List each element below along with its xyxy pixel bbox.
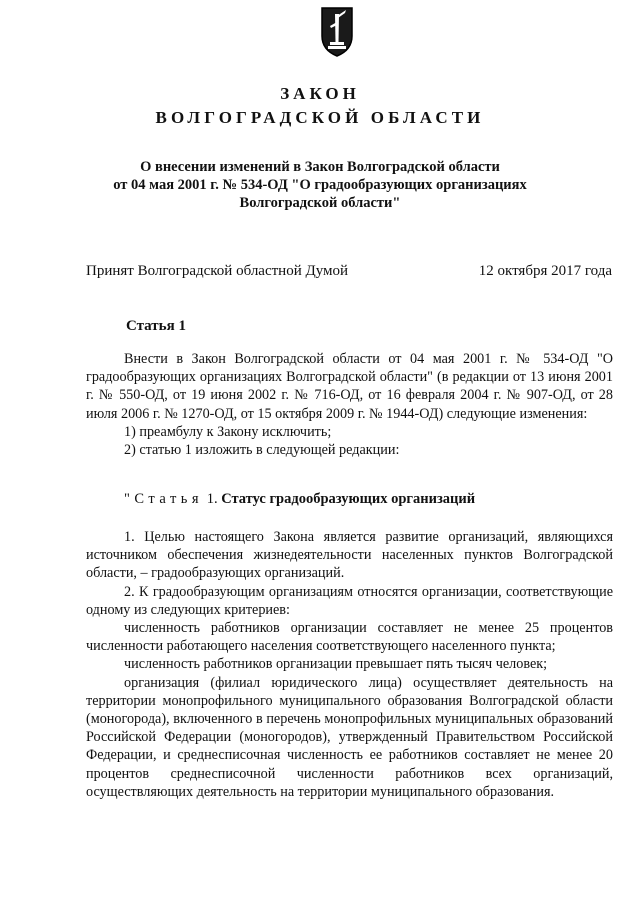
law-heading-line: от 04 мая 2001 г. № 534-ОД "О градообразующих организациях xyxy=(113,177,527,193)
paragraph: 2. К градообразующим организациям относятся организации, соответствующие одному из следующих критериев: xyxy=(86,583,613,618)
list-item: 1) преамбулу к Закону исключить; xyxy=(124,423,332,440)
paragraph: 1. Целью настоящего Закона является развитие организаций, являющихся источником обеспечения жизнедеятельности населенных пунктов Волгоградской области, – градообразующих организаций. xyxy=(86,529,613,582)
new-article-number: 1. xyxy=(203,491,222,507)
law-heading-line: Волгоградской области" xyxy=(239,195,401,211)
criterion-paragraph: организация (филиал юридического лица) осуществляет деятельность на территории монопрофильного муниципального образования Волгоградской области (моногорода), включенного в перечень монопрофильных муниципальных образований Российской Федерации (моногородов), утвержденный Правительством Российской Федерации, и среднесписочная численность ее работников составляет не менее 20 процентов среднесписочной численности работников всех организаций, осуществляющих деятельность на территории муниципального образования. xyxy=(86,674,613,800)
new-article-prefix: "Статья xyxy=(124,491,204,507)
article-title: Статья 1 xyxy=(126,318,186,334)
document-type-title: ЗАКОН xyxy=(280,84,360,103)
article-intro-paragraph: Внести в Закон Волгоградской области от 04 мая 2001 г. № 534-ОД "О градообразующих организациях Волгоградской области" (в редакции от 13 июня 2001 г. № 550-ОД, от 19 июня 2002 г. № 716-ОД, от 16 февраля 2004 г. № 907-ОД, от 28 июля 2006 г. № 1270-ОД, от 15 октября 2009 г. № 1944-ОД) следующие изменения: xyxy=(86,351,613,422)
region-title: ВОЛГОГРАДСКОЙ ОБЛАСТИ xyxy=(155,108,485,127)
criterion-paragraph: численность работников организации составляет не менее 25 процентов численности работающего населения соответствующего населенного пункта; xyxy=(86,620,613,655)
criterion-paragraph: численность работников организации превышает пять тысяч человек; xyxy=(124,656,548,673)
amendment-list xyxy=(86,423,613,459)
new-article-title xyxy=(124,491,475,508)
new-article-body xyxy=(86,528,613,801)
new-article-heading: Статус градообразующих организаций xyxy=(221,491,476,507)
law-heading xyxy=(0,158,640,212)
accepted-date: 12 октября 2017 года xyxy=(478,263,612,279)
law-heading-line: О внесении изменений в Закон Волгоградской области xyxy=(140,159,500,175)
article-body xyxy=(86,350,613,459)
accepted-by-label: Принят Волгоградской областной Думой xyxy=(86,263,349,279)
list-item: 2) статью 1 изложить в следующей редакции: xyxy=(124,442,400,459)
volgograd-coat-of-arms-icon xyxy=(320,6,354,58)
